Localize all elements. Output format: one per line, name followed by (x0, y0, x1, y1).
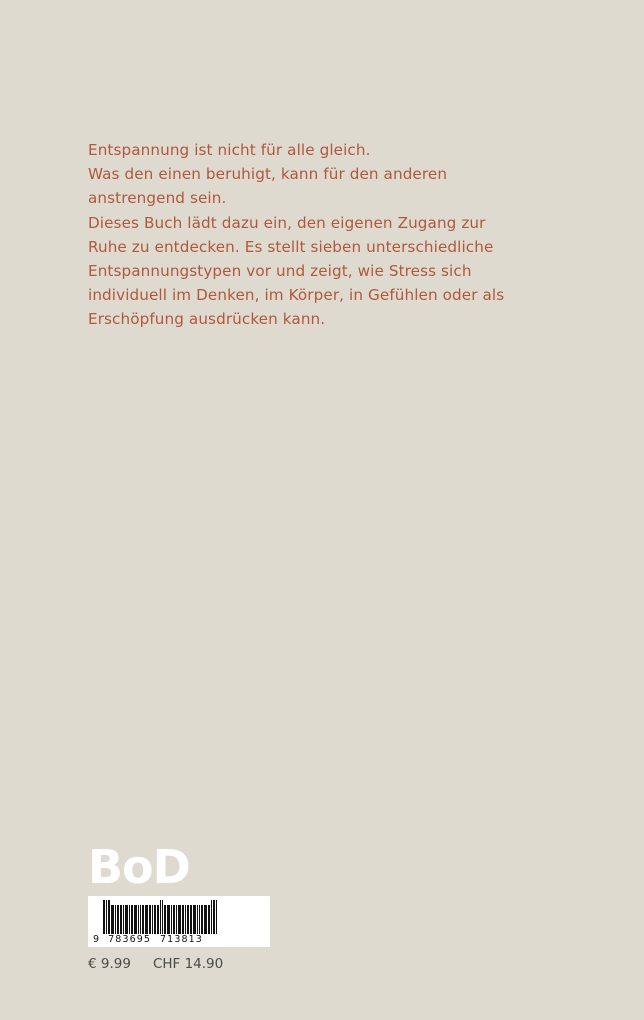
blurb-line: Entspannung ist nicht für alle gleich. (88, 141, 371, 159)
blurb-line: individuell im Denken, im Körper, in Gefühlen oder als (88, 286, 505, 305)
blurb-text (88, 138, 548, 332)
bod-publisher-logo: BoD (88, 840, 190, 894)
blurb-line: Ruhe zu entdecken. Es stellt sieben unterschiedliche (88, 237, 494, 256)
publisher-block (88, 840, 288, 972)
blurb-line: Was den einen beruhigt, kann für den anderen (88, 165, 448, 184)
barcode-bars (103, 900, 266, 934)
price-eur: € 9.99 (88, 956, 131, 972)
blurb-line: Entspannungstypen vor und zeigt, wie Stress sich (88, 262, 472, 281)
price-chf: CHF 14.90 (152, 956, 224, 972)
blurb-line: anstrengend sein. (88, 189, 227, 208)
price-row (88, 956, 288, 972)
barcode-lead-digit: 9 (93, 934, 101, 945)
barcode-digits (92, 934, 266, 945)
blurb-line: Dieses Buch lädt dazu ein, den eigenen Zugang zur (88, 213, 486, 232)
barcode-group-2: 713813 (160, 934, 203, 945)
blurb-line: Erschöpfung ausdrücken kann. (88, 310, 326, 329)
isbn-barcode (88, 896, 270, 947)
barcode-group-1: 783695 (108, 934, 152, 945)
